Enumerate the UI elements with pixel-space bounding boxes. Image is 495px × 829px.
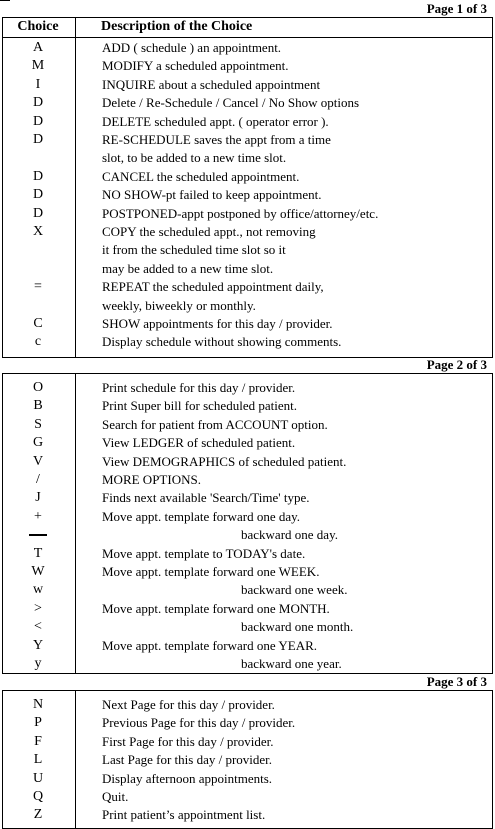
choice-key: J bbox=[35, 490, 41, 506]
option-row bbox=[3, 526, 492, 544]
option-row bbox=[3, 655, 492, 673]
option-row bbox=[3, 733, 492, 751]
option-row bbox=[3, 241, 492, 259]
choice-description: RE-SCHEDULE saves the appt from a time bbox=[102, 132, 331, 147]
choice-description: POSTPONED-appt postponed by office/attorney/etc. bbox=[102, 205, 379, 221]
choice-key: w bbox=[32, 582, 44, 598]
choice-key: D bbox=[32, 168, 44, 184]
choice-description: SHOW appointments for this day / provider. bbox=[102, 316, 333, 331]
option-row bbox=[3, 205, 492, 223]
choice-description: Move appt. template forward one YEAR. bbox=[102, 637, 318, 653]
option-row bbox=[3, 416, 492, 434]
choice-description: COPY the scheduled appt., not removing bbox=[102, 224, 316, 239]
option-row bbox=[3, 434, 492, 452]
choice-description: Delete / Re-Schedule / Cancel / No Show options bbox=[102, 95, 360, 111]
option-row bbox=[3, 39, 492, 57]
choice-key: < bbox=[34, 619, 42, 635]
option-row bbox=[3, 508, 492, 526]
choice-key: D bbox=[32, 113, 44, 129]
choice-description: NO SHOW-pt failed to keep appointment. bbox=[102, 187, 322, 203]
option-row bbox=[3, 315, 492, 333]
choice-key: Y bbox=[32, 637, 44, 653]
top-edge-mark bbox=[0, 0, 10, 1]
option-row bbox=[3, 806, 492, 824]
choice-description: Display afternoon appointments. bbox=[102, 770, 273, 786]
header-description: Description of the Choice bbox=[101, 19, 253, 34]
page-label-2: Page 2 of 3 bbox=[426, 357, 487, 372]
choice-description: Quit. bbox=[102, 789, 129, 804]
choice-description: CANCEL the scheduled appointment. bbox=[102, 168, 300, 184]
choice-key: F bbox=[34, 733, 42, 749]
option-row bbox=[3, 471, 492, 489]
choice-key: c bbox=[34, 334, 42, 350]
choice-description: Previous Page for this day / provider. bbox=[102, 715, 296, 731]
option-row bbox=[3, 297, 492, 315]
choice-key: D bbox=[32, 205, 44, 221]
choice-description: weekly, biweekly or monthly. bbox=[102, 297, 256, 313]
option-row bbox=[3, 581, 492, 599]
choice-description: Move appt. template forward one MONTH. bbox=[102, 600, 330, 616]
table-header bbox=[3, 18, 492, 38]
choice-description: First Page for this day / provider. bbox=[102, 733, 274, 749]
option-row bbox=[3, 489, 492, 507]
option-row bbox=[3, 260, 492, 278]
choice-key: X bbox=[32, 224, 44, 239]
option-row bbox=[3, 788, 492, 806]
choice-description: it from the scheduled time slot so it bbox=[102, 242, 286, 258]
option-row bbox=[3, 563, 492, 581]
option-row bbox=[3, 333, 492, 351]
choice-description: ADD ( schedule ) an appointment. bbox=[102, 40, 282, 55]
option-row bbox=[3, 397, 492, 415]
option-row bbox=[3, 131, 492, 149]
choice-key: V bbox=[32, 453, 44, 469]
choice-description: Last Page for this day / provider. bbox=[102, 752, 273, 768]
choice-description: backward one year. bbox=[241, 656, 342, 671]
choice-key bbox=[3, 526, 73, 544]
choice-description: Print Super bill for scheduled patient. bbox=[102, 398, 297, 414]
option-row bbox=[3, 751, 492, 769]
choice-key: W bbox=[31, 564, 45, 579]
choice-key: L bbox=[33, 752, 43, 768]
page-3-table bbox=[2, 690, 493, 829]
choice-key: U bbox=[32, 770, 44, 786]
choice-description: Display schedule without showing comments. bbox=[102, 334, 342, 350]
page-label-3: Page 3 of 3 bbox=[426, 674, 487, 689]
choice-key: M bbox=[31, 58, 45, 74]
choice-key: D bbox=[32, 132, 44, 147]
choice-key: / bbox=[36, 472, 40, 487]
choice-key: N bbox=[32, 697, 44, 712]
choice-description: may be added to a new time slot. bbox=[102, 260, 274, 276]
page-label-1: Page 1 of 3 bbox=[426, 1, 487, 16]
choice-key: S bbox=[34, 416, 42, 432]
choice-description: Search for patient from ACCOUNT option. bbox=[102, 416, 328, 432]
choice-key: G bbox=[32, 435, 44, 451]
option-row bbox=[3, 379, 492, 397]
choice-key: A bbox=[32, 40, 44, 55]
option-row bbox=[3, 637, 492, 655]
page-1-table bbox=[2, 17, 493, 358]
option-row bbox=[3, 113, 492, 131]
option-row bbox=[3, 714, 492, 732]
option-row bbox=[3, 168, 492, 186]
choice-description: Move appt. template forward one WEEK. bbox=[102, 564, 320, 579]
option-row bbox=[3, 223, 492, 241]
option-row bbox=[3, 186, 492, 204]
header-choice: Choice bbox=[17, 19, 59, 34]
choice-description: MODIFY a scheduled appointment. bbox=[102, 58, 289, 74]
choice-description: View LEDGER of scheduled patient. bbox=[102, 435, 296, 451]
choice-key: O bbox=[32, 380, 44, 395]
option-row bbox=[3, 76, 492, 94]
choice-description: View DEMOGRAPHICS of scheduled patient. bbox=[102, 453, 347, 469]
choice-key: T bbox=[33, 545, 43, 561]
option-row bbox=[3, 57, 492, 75]
choice-key: y bbox=[34, 656, 42, 671]
choice-description: backward one month. bbox=[241, 619, 354, 635]
choice-key: C bbox=[33, 316, 43, 331]
choice-description: DELETE scheduled appt. ( operator error ). bbox=[102, 113, 329, 129]
choice-key: = bbox=[34, 279, 42, 295]
page-2-table bbox=[2, 373, 493, 674]
choice-description: Print schedule for this day / provider. bbox=[102, 380, 296, 395]
minus-icon bbox=[29, 534, 47, 536]
choice-description: REPEAT the scheduled appointment daily, bbox=[102, 279, 324, 295]
choice-description: Finds next available 'Search/Time' type. bbox=[102, 490, 310, 506]
option-row bbox=[3, 278, 492, 296]
choice-key: + bbox=[34, 508, 42, 524]
choice-description: Move appt. template to TODAY's date. bbox=[102, 545, 306, 561]
option-row bbox=[3, 696, 492, 714]
option-row bbox=[3, 94, 492, 112]
choice-description: backward one week. bbox=[241, 582, 348, 598]
option-row bbox=[3, 770, 492, 788]
choice-description: Next Page for this day / provider. bbox=[102, 697, 275, 712]
option-row bbox=[3, 600, 492, 618]
option-row bbox=[3, 618, 492, 636]
choice-key: Z bbox=[33, 807, 43, 823]
choice-key: D bbox=[32, 95, 44, 111]
choice-description: INQUIRE about a scheduled appointment bbox=[102, 76, 321, 92]
choice-key: Q bbox=[32, 789, 44, 804]
option-row bbox=[3, 545, 492, 563]
choice-key: D bbox=[32, 187, 44, 203]
choice-description: Print patient’s appointment list. bbox=[102, 807, 266, 823]
choice-key: B bbox=[33, 398, 43, 414]
choice-description: MORE OPTIONS. bbox=[102, 472, 201, 487]
choice-key: P bbox=[34, 715, 42, 731]
option-row bbox=[3, 149, 492, 167]
choice-description: backward one day. bbox=[241, 527, 338, 543]
choice-key: I bbox=[35, 76, 41, 92]
choice-description: Move appt. template forward one day. bbox=[102, 508, 301, 524]
option-row bbox=[3, 453, 492, 471]
choice-description: slot, to be added to a new time slot. bbox=[102, 150, 287, 166]
choice-key: > bbox=[34, 600, 42, 616]
